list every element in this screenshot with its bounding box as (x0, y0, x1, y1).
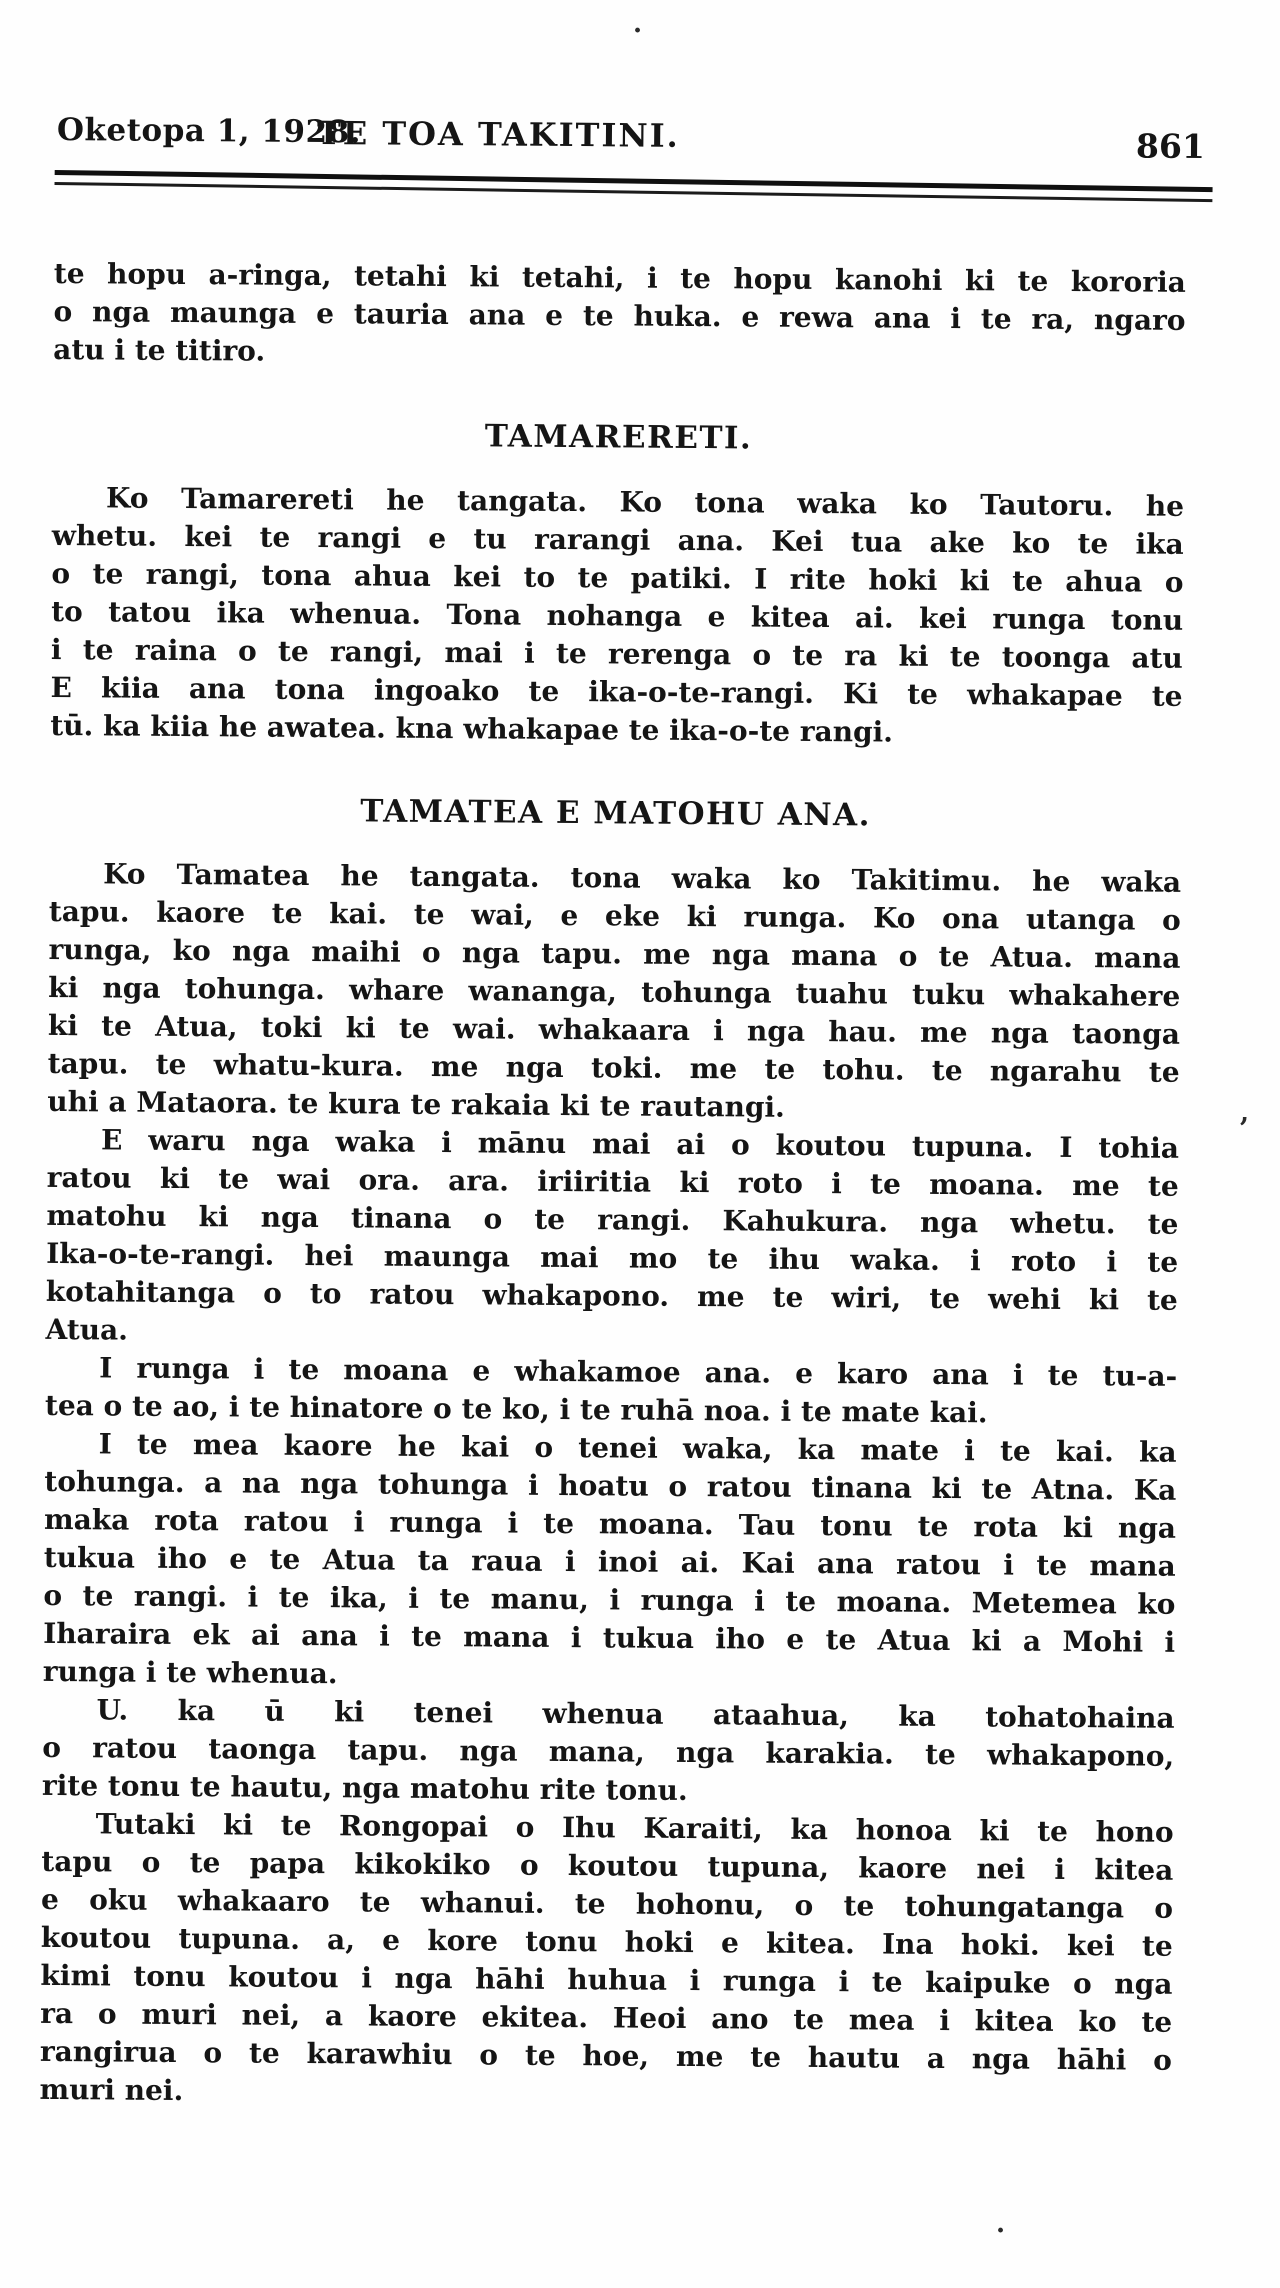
header-double-rule (54, 170, 1212, 202)
scan-artifact: · (633, 16, 643, 46)
text-line: i te raina o te rangi, mai i te rerenga o te ra ki te toonga atu (50, 632, 1183, 675)
text-line: atu i te titiro. (53, 332, 266, 368)
text-line: runga i te whenua. (42, 1654, 338, 1691)
text-line: tapu. kaore te kai. te wai, e eke ki runga. Ko ona utanga o (48, 894, 1181, 937)
text-line: E kiia ana tona ingoako te ika-o-te-rangi. Ki te whakapae te (50, 670, 1183, 713)
page-number: 861 (1135, 126, 1206, 166)
paragraph (53, 255, 1186, 378)
text-line: maka rota ratou i runga i te moana. Tau tonu te rota ki nga (43, 1502, 1177, 1545)
text-line: Ika-o-te-rangi. hei maunga mai mo te ihu waka. i roto i te (46, 1236, 1179, 1279)
paragraph (43, 1425, 1177, 1700)
text-line: tapu o te papa kikokiko o koutou tupuna, kaore nei i kitea (41, 1844, 1174, 1887)
text-line: E waru nga waka i mānu mai ai o koutou tupuna. I tohia (100, 1123, 1180, 1165)
section-heading: TAMARERETI. (484, 418, 753, 457)
text-line: Ko Tamarereti he tangata. Ko tona waka ko Tautoru. he (105, 481, 1185, 523)
masthead (55, 111, 1206, 169)
paragraph (50, 479, 1184, 754)
scan-artifact: · (996, 2216, 1006, 2246)
text-line: tū. ka kiia he awatea. kna whakapae te ika-o-te rangi. (50, 708, 894, 749)
text-line: muri nei. (39, 2072, 184, 2108)
text-line: uhi a Mataora. te kura te rakaia ki te rautangi. (47, 1084, 786, 1124)
text-line: ki nga tohunga. whare wananga, tohunga tuahu tuku whakahere (48, 970, 1181, 1013)
text-line: o te rangi. i te ika, i te manu, i runga i te moana. Metemea ko (43, 1578, 1176, 1621)
scan-artifact: , (1240, 1098, 1250, 1128)
text-line: Atua. (45, 1312, 129, 1347)
text-line: whetu. kei te rangi e tu rarangi ana. Kei tua ake ko te ika (51, 518, 1184, 561)
text-line: Tutaki ki te Rongopai o Ihu Karaiti, ka honoa ki te hono (95, 1807, 1174, 1849)
text-line: to tatou ika whenua. Tona nohanga e kitea ai. kei runga tonu (51, 594, 1184, 637)
paragraph (45, 1121, 1179, 1358)
text-line: tohunga. a na nga tohunga i hoatu o ratou tinana ki te Atna. Ka (44, 1464, 1177, 1507)
paragraph (39, 1805, 1173, 2118)
section-heading: TAMATEA E MATOHU ANA. (360, 793, 872, 834)
paragraph (47, 855, 1181, 1130)
publication-title: TE TOA TAKITINI. (316, 114, 680, 155)
rule-top (55, 170, 1213, 192)
issue-date: Oketopa 1, 1928. (56, 111, 362, 151)
text-line: tea o te ao, i te hinatore o te ko, i te ruhā noa. i te mate kai. (44, 1388, 988, 1430)
text-line: rite tonu te hautu, nga matohu rite tonu. (41, 1768, 688, 1807)
text-line: I te mea kaore he kai o tenei waka, ka mate i te kai. ka (98, 1427, 1177, 1469)
text-line: ra o muri nei, a kaore ekitea. Heoi ano te mea i kitea ko te (40, 1996, 1173, 2039)
text-line: e oku whakaaro te whanui. te hohonu, o te tohungatanga o (40, 1882, 1174, 1925)
text-line: ratou ki te wai ora. ara. iriiritia ki roto i te moana. me te (46, 1160, 1179, 1203)
text-line: tapu. te whatu-kura. me nga toki. me te tohu. te ngarahu te (47, 1046, 1180, 1089)
text-line: te hopu a-ringa, tetahi ki tetahi, i te hopu kanohi ki te kororia (53, 256, 1186, 299)
text-line: kimi tonu koutou i nga hāhi huhua i runga i te kaipuke o nga (40, 1958, 1173, 2001)
text-line: koutou tupuna. a, e kore tonu hoki e kitea. Ina hoki. kei te (40, 1920, 1173, 1963)
text-line: o te rangi, tona ahua kei to te patiki. I rite hoki ki te ahua o (51, 556, 1184, 599)
text-line: I runga i te moana e whakamoe ana. e karo ana i te tu-a- (99, 1351, 1178, 1393)
text-line: Ko Tamatea he tangata. tona waka ko Takitimu. he waka (103, 857, 1182, 899)
text-line: tukua iho e te Atua ta raua i inoi ai. Kai ana ratou i te mana (43, 1540, 1176, 1583)
text-line: Iharaira ek ai ana i te mana i tukua iho e te Atua ki a Mohi i (43, 1616, 1176, 1659)
text-line: runga, ko nga maihi o nga tapu. me nga mana o te Atua. mana (48, 932, 1181, 975)
paragraph (45, 1349, 1178, 1434)
article-body (39, 255, 1186, 2118)
text-line: o ratou taonga tapu. nga mana, nga karakia. te whakapono, (42, 1730, 1175, 1773)
text-line: kotahitanga o to ratou whakapono. me te wiri, te wehi ki te (45, 1274, 1178, 1317)
paragraph (42, 1691, 1175, 1814)
text-line: U. ka ū ki tenei whenua ataahua, ka tohatohaina (96, 1693, 1175, 1735)
text-line: o nga maunga e tauria ana e te huka. e rewa ana i te ra, ngaro (53, 294, 1186, 337)
text-line: rangirua o te karawhiu o te hoe, me te hautu a nga hāhi o (39, 2034, 1172, 2077)
text-line: matohu ki nga tinana o te rangi. Kahukura. nga whetu. te (46, 1198, 1179, 1241)
text-line: ki te Atua, toki ki te wai. whakaara i nga hau. me nga taonga (47, 1008, 1181, 1051)
